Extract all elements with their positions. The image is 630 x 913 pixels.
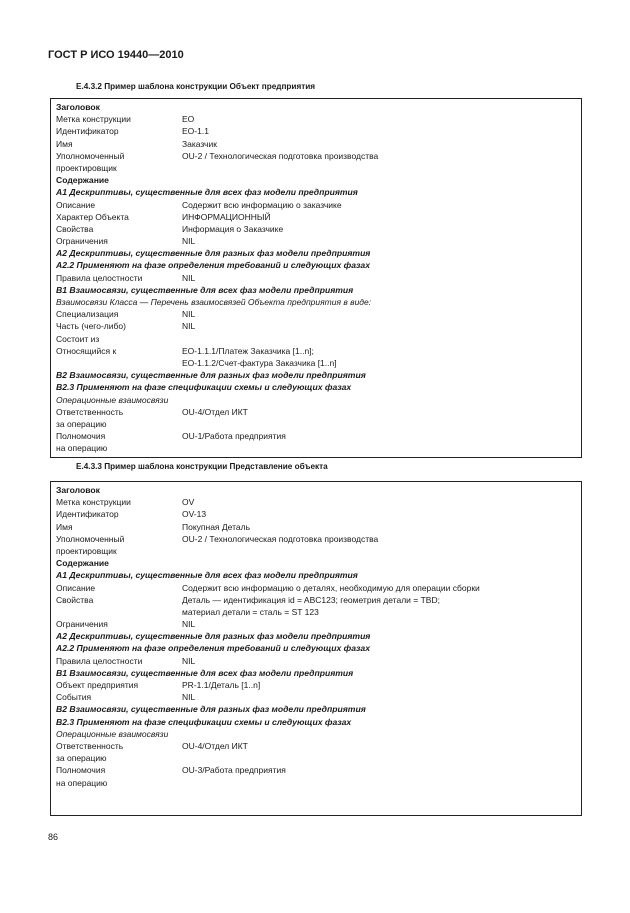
field-row	[56, 618, 577, 630]
field-row	[56, 533, 577, 545]
field-value: OV	[182, 497, 195, 508]
template-box	[50, 98, 582, 458]
field-value: Информация о Заказчике	[182, 223, 284, 234]
field-row	[56, 406, 577, 418]
field-row	[56, 320, 577, 332]
field-value	[182, 442, 577, 454]
field-value: OV-13	[182, 509, 207, 520]
field-value: EO-1.1.1/Платеж Заказчика [1..n];	[182, 345, 314, 356]
field-value: Покупная Деталь	[182, 521, 251, 532]
section-caption: Е.4.3.3 Пример шаблона конструкции Представление объекта	[76, 462, 328, 471]
subsection-heading: В1 Взаимосвязи, существенные для всех фаз модели предприятия	[56, 284, 354, 295]
field-label: проектировщик	[56, 545, 117, 556]
field-label: Метка конструкции	[56, 114, 131, 125]
subsection-heading: А1 Дескриптивы, существенные для всех фаз модели предприятия	[56, 187, 358, 198]
field-row	[56, 150, 577, 162]
field-label: Состоит из	[56, 333, 100, 344]
field-label: на операцию	[56, 777, 108, 788]
field-label: События	[56, 692, 92, 703]
field-value: OU-4/Отдел ИКТ	[182, 406, 248, 417]
field-value: Заказчик	[182, 138, 217, 149]
field-value	[182, 418, 577, 430]
field-value: ИНФОРМАЦИОННЫЙ	[182, 211, 271, 222]
italic-note: Операционные взаимосвязи	[56, 394, 169, 405]
field-value: EO-1.1	[182, 126, 209, 137]
field-row	[56, 162, 577, 174]
field-value: PR-1.1/Деталь [1..n]	[182, 680, 261, 690]
field-label: Уполномоченный	[56, 150, 125, 161]
field-value: NIL	[182, 272, 196, 283]
field-label: Ответственность	[56, 406, 124, 417]
field-label: Ограничения	[56, 236, 108, 247]
document-header: ГОСТ Р ИСО 19440—2010	[48, 49, 184, 61]
field-row	[56, 594, 577, 606]
field-value: NIL	[182, 309, 196, 320]
field-label: проектировщик	[56, 162, 117, 173]
section-caption: Е.4.3.2 Пример шаблона конструкции Объект предприятия	[76, 82, 316, 91]
field-row	[56, 521, 577, 533]
field-value: OU-3/Работа предприятия	[182, 765, 286, 776]
field-row	[56, 308, 577, 320]
field-value	[182, 162, 577, 174]
field-value: NIL	[182, 321, 196, 332]
field-value: EO-1.1.2/Счет-фактура Заказчика [1..n]	[182, 357, 337, 368]
field-label: Ограничения	[56, 619, 108, 630]
field-row	[56, 740, 577, 752]
subsection-heading: А1 Дескриптивы, существенные для всех фаз модели предприятия	[56, 570, 358, 581]
field-label: Идентификатор	[56, 509, 119, 520]
subsection-heading: В2 Взаимосвязи, существенные для разных фаз модели предприятия	[56, 370, 366, 381]
field-row	[56, 764, 577, 776]
field-label: Описание	[56, 199, 96, 210]
field-row	[56, 418, 577, 430]
field-row	[56, 125, 577, 137]
field-label: Специализация	[56, 309, 119, 320]
subsection-heading: А2 Дескриптивы, существенные для разных фаз модели предприятия	[56, 631, 371, 642]
field-value	[182, 545, 577, 557]
field-label	[56, 606, 182, 618]
field-value: материал детали = сталь = ST 123	[182, 606, 319, 617]
field-row	[56, 113, 577, 125]
field-row	[56, 691, 577, 703]
field-label: Правила целостности	[56, 655, 143, 666]
field-value	[182, 777, 577, 789]
field-row	[56, 333, 577, 345]
field-label: Свойства	[56, 223, 94, 234]
field-value: NIL	[182, 619, 196, 630]
subsection-heading: В2 Взаимосвязи, существенные для разных фаз модели предприятия	[56, 704, 366, 715]
block-heading: Содержание	[56, 558, 109, 569]
field-row	[56, 442, 577, 454]
field-row	[56, 496, 577, 508]
field-label: Полномочия	[56, 431, 106, 442]
field-value	[182, 752, 577, 764]
field-label: Ответственность	[56, 740, 124, 751]
field-label: Уполномоченный	[56, 533, 125, 544]
field-row	[56, 606, 577, 618]
subsection-heading: В2.3 Применяют на фазе спецификации схемы и следующих фазах	[56, 382, 352, 393]
field-value	[182, 333, 577, 345]
template-box	[50, 481, 582, 816]
field-label: Часть (чего-либо)	[56, 321, 126, 332]
field-label: Характер Объекта	[56, 211, 129, 222]
field-value: Содержит всю информацию о деталях, необходимую для операции сборки	[182, 582, 480, 593]
field-row	[56, 223, 577, 235]
block-heading: Заголовок	[56, 102, 100, 112]
field-label: за операцию	[56, 418, 107, 429]
field-row	[56, 777, 577, 789]
field-row	[56, 508, 577, 520]
field-row	[56, 199, 577, 211]
field-label: Имя	[56, 138, 73, 149]
field-value: OU-4/Отдел ИКТ	[182, 740, 248, 751]
subsection-heading: В1 Взаимосвязи, существенные для всех фаз модели предприятия	[56, 667, 354, 678]
field-label: Описание	[56, 582, 96, 593]
field-row	[56, 655, 577, 667]
field-row	[56, 345, 577, 357]
field-row	[56, 357, 577, 369]
italic-note: Взаимосвязи Класса — Перечень взаимосвязей Объекта предприятия в виде:	[56, 297, 372, 307]
field-label: Метка конструкции	[56, 497, 131, 508]
field-row	[56, 752, 577, 764]
field-label: Идентификатор	[56, 126, 119, 137]
field-row	[56, 582, 577, 594]
subsection-heading: А2.2 Применяют на фазе определения требований и следующих фазах	[56, 260, 370, 271]
field-row	[56, 545, 577, 557]
field-value: NIL	[182, 655, 196, 666]
field-row	[56, 272, 577, 284]
field-label: на операцию	[56, 443, 108, 454]
field-value: Деталь — идентификация id = ABC123; геометрия детали = TBD;	[182, 594, 440, 605]
field-value: EO	[182, 114, 195, 125]
field-value: OU-2 / Технологическая подготовка производства	[182, 150, 379, 161]
subsection-heading: А2 Дескриптивы, существенные для разных фаз модели предприятия	[56, 248, 371, 259]
field-label: Правила целостности	[56, 272, 143, 283]
field-value: Содержит всю информацию о заказчике	[182, 199, 342, 210]
subsection-heading: А2.2 Применяют на фазе определения требований и следующих фазах	[56, 643, 370, 654]
subsection-heading: В2.3 Применяют на фазе спецификации схемы и следующих фазах	[56, 716, 352, 727]
field-row	[56, 430, 577, 442]
field-label: Имя	[56, 521, 73, 532]
field-value: NIL	[182, 236, 196, 247]
field-label: за операцию	[56, 753, 107, 764]
field-value: OU-1/Работа предприятия	[182, 431, 286, 442]
block-heading: Содержание	[56, 175, 109, 186]
field-value: OU-2 / Технологическая подготовка производства	[182, 533, 379, 544]
block-heading: Заголовок	[56, 485, 100, 495]
page-number: 86	[48, 832, 59, 842]
field-label: Относящийся к	[56, 345, 117, 356]
field-row	[56, 679, 577, 691]
field-row	[56, 235, 577, 247]
field-label: Полномочия	[56, 765, 106, 776]
field-row	[56, 138, 577, 150]
field-value: NIL	[182, 692, 196, 703]
field-label: Объект предприятия	[56, 680, 139, 690]
field-row	[56, 211, 577, 223]
field-label: Свойства	[56, 594, 94, 605]
italic-note: Операционные взаимосвязи	[56, 728, 169, 739]
field-label	[56, 357, 182, 369]
